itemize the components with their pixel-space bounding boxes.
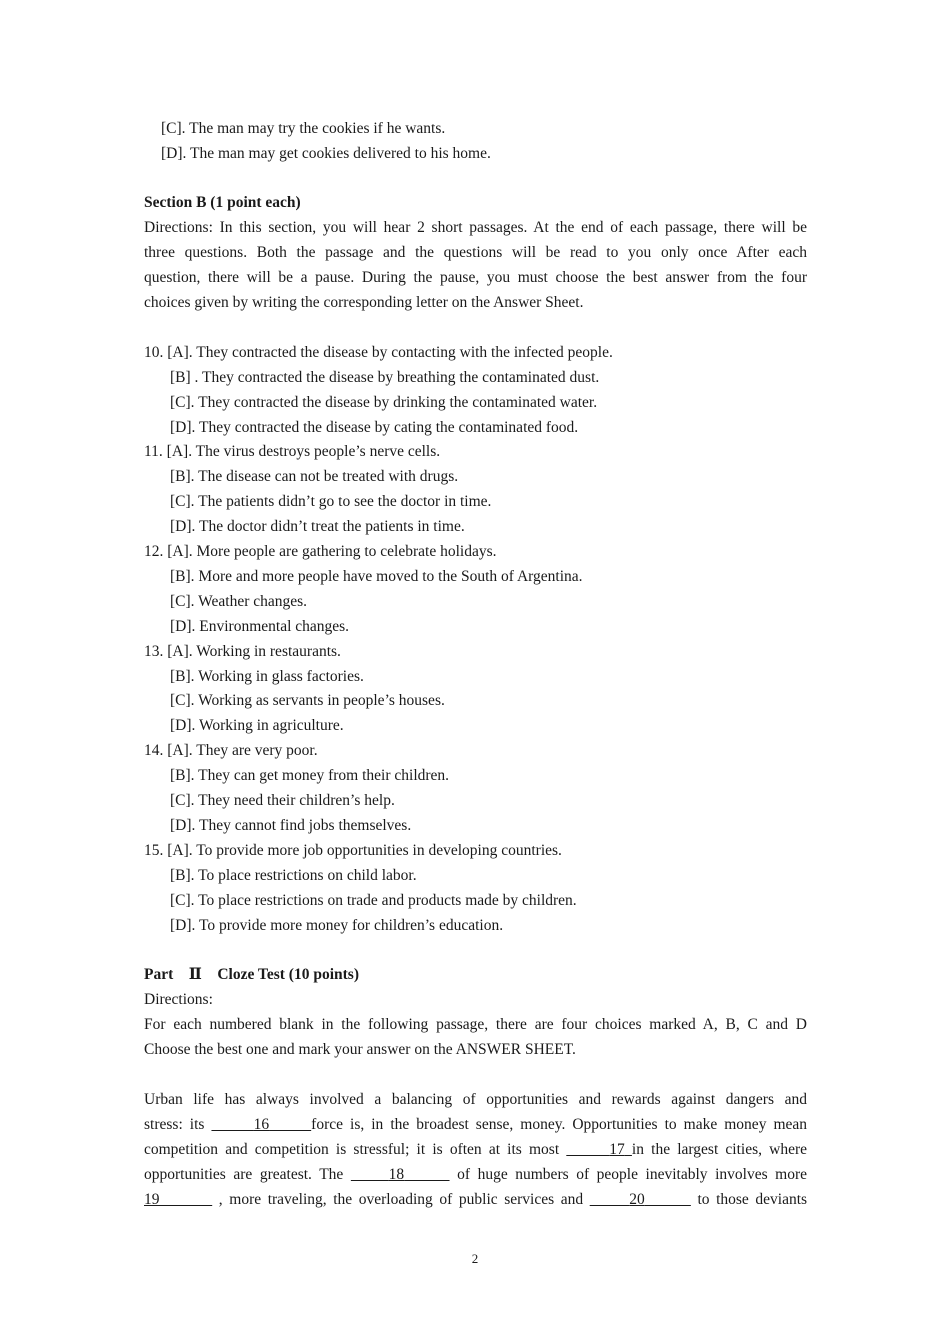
question-14-option: [B]. They can get money from their children. — [170, 767, 450, 784]
question-10: 10. [A]. They contracted the disease by contacting with the infected people. — [144, 344, 613, 361]
section-b-directions-line: choices given by writing the corresponding letter on the Answer Sheet. — [144, 294, 584, 311]
question-14-option: [D]. They cannot find jobs themselves. — [170, 817, 412, 834]
passage-line — [144, 1190, 807, 1210]
section-b-directions-line: three questions. Both the passage and the questions will be read to you only once After each — [144, 244, 807, 261]
passage-text: opportunities are greatest. The — [144, 1166, 344, 1183]
blank-17: 17 — [609, 1141, 625, 1158]
question-11: 11. [A]. The virus destroys people’s nerve cells. — [144, 443, 441, 460]
blank-18: 18 — [388, 1166, 405, 1183]
blank-19: 19 — [144, 1191, 160, 1208]
question-10-option: [D]. They contracted the disease by cating the contaminated food. — [170, 419, 579, 436]
passage-text: , more traveling, the overloading of public services and — [218, 1191, 584, 1208]
question-12-option: [B]. More and more people have moved to the South of Argentina. — [170, 568, 583, 585]
question-10-option: [C]. They contracted the disease by drinking the contaminated water. — [170, 394, 598, 411]
question-11-option: [C]. The patients didn’t go to see the doctor in time. — [170, 493, 492, 510]
blank-20: 20 — [629, 1191, 645, 1208]
question-14: 14. [A]. They are very poor. — [144, 742, 318, 759]
question-13-option: [D]. Working in agriculture. — [170, 717, 344, 734]
part-2-heading: Part Ⅱ Cloze Test (10 points) — [144, 966, 359, 983]
question-11-option: [B]. The disease can not be treated with drugs. — [170, 468, 459, 485]
passage-line: Urban life has always involved a balancing of opportunities and rewards against dangers and — [144, 1091, 807, 1108]
question-13-option: [B]. Working in glass factories. — [170, 668, 364, 685]
question-12-option: [D]. Environmental changes. — [170, 618, 350, 635]
question-15-option: [D]. To provide more money for children’s education. — [170, 917, 504, 934]
question-15-option: [B]. To place restrictions on child labor. — [170, 867, 417, 884]
prev-option-c: [C]. The man may try the cookies if he wants. — [161, 120, 446, 137]
part-2-directions-label: Directions: — [144, 991, 213, 1008]
question-12-option: [C]. Weather changes. — [170, 593, 308, 610]
passage-text: in the largest cities, where — [631, 1141, 808, 1158]
question-15: 15. [A]. To provide more job opportunities in developing countries. — [144, 842, 562, 859]
passage-text: of huge numbers of people inevitably involves more — [457, 1166, 808, 1183]
part-2-directions-line: Choose the best one and mark your answer on the ANSWER SHEET. — [144, 1041, 576, 1058]
question-14-option: [C]. They need their children’s help. — [170, 792, 395, 809]
question-13-option: [C]. Working as servants in people’s houses. — [170, 692, 445, 709]
passage-text: stress: its — [144, 1116, 205, 1133]
passage-line — [144, 1165, 807, 1185]
question-10-option: [B] . They contracted the disease by breathing the contaminated dust. — [170, 369, 600, 386]
question-15-option: [C]. To place restrictions on trade and products made by children. — [170, 892, 577, 909]
question-12: 12. [A]. More people are gathering to celebrate holidays. — [144, 543, 497, 560]
passage-text: competition and competition is stressful; it is often at its most — [144, 1141, 560, 1158]
page-number: 2 — [471, 1251, 479, 1266]
passage-line — [144, 1115, 807, 1135]
passage-line — [144, 1140, 807, 1160]
section-b-directions-line: question, there will be a pause. During the pause, you must choose the best answer from the four — [144, 269, 807, 286]
part-2-directions-line: For each numbered blank in the following passage, there are four choices marked A, B, C and D — [144, 1016, 807, 1033]
question-11-option: [D]. The doctor didn’t treat the patients in time. — [170, 518, 465, 535]
prev-option-d: [D]. The man may get cookies delivered to his home. — [161, 145, 491, 162]
section-b-heading: Section B (1 point each) — [144, 194, 301, 211]
passage-text: force is, in the broadest sense, money. Opportunities to make money mean — [311, 1116, 808, 1133]
blank-16: 16 — [253, 1116, 270, 1133]
section-b-directions-line: Directions: In this section, you will hear 2 short passages. At the end of each passage, there will be — [144, 219, 807, 236]
question-13: 13. [A]. Working in restaurants. — [144, 643, 341, 660]
passage-text: to those deviants — [697, 1191, 808, 1208]
